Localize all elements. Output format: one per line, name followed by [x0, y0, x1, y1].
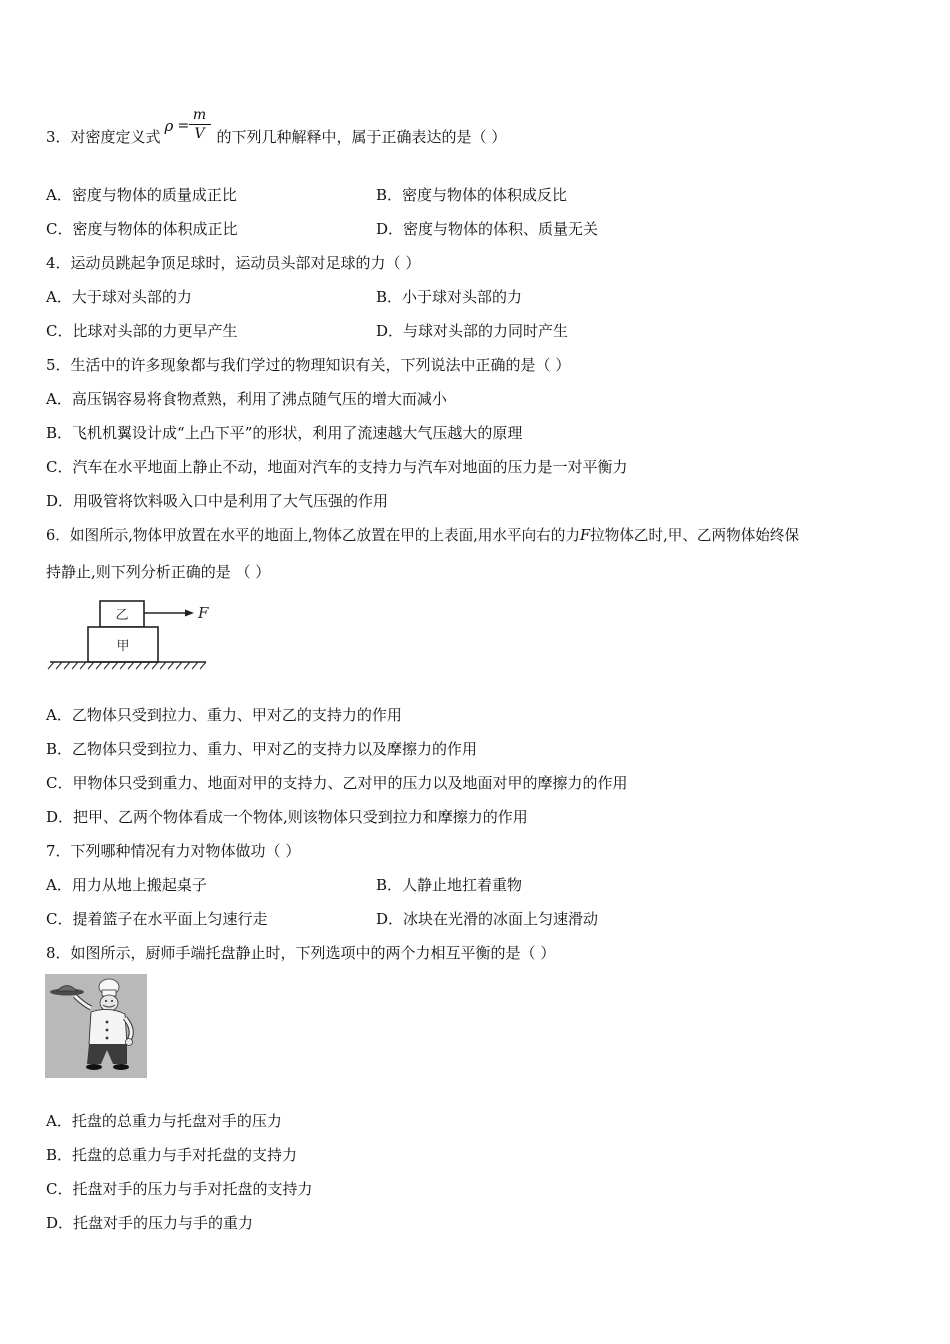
- ground-hatch: [48, 662, 206, 669]
- q3-option-c: C．密度与物体的体积成正比: [46, 220, 238, 238]
- q7-stem: 7．下列哪种情况有力对物体做功（ ）: [46, 842, 301, 860]
- q3-option-b: B．密度与物体的体积成反比: [376, 186, 568, 204]
- chef-illustration: [45, 974, 147, 1078]
- q7-option-c: C．提着篮子在水平面上匀速行走: [46, 910, 268, 928]
- q6-option-c: C．甲物体只受到重力、地面对甲的支持力、乙对甲的压力以及地面对甲的摩擦力的作用: [46, 774, 628, 792]
- q7-option-d: D．冰块在光滑的冰面上匀速滑动: [376, 910, 599, 928]
- q8-option-c: C．托盘对手的压力与手对托盘的支持力: [46, 1180, 313, 1198]
- q8-option-a: A．托盘的总重力与托盘对手的压力: [46, 1112, 282, 1130]
- q6-option-d: D．把甲、乙两个物体看成一个物体,则该物体只受到拉力和摩擦力的作用: [46, 808, 528, 826]
- q6-stem-line2: 持静止,则下列分析正确的是 （ ）: [46, 563, 271, 581]
- force-arrow-head: [185, 610, 194, 617]
- q6-stem-part2: 拉物体乙时,甲、乙两物体始终保: [590, 527, 800, 544]
- q3-option-a: A．密度与物体的质量成正比: [46, 186, 237, 204]
- q6-option-b: B．乙物体只受到拉力、重力、甲对乙的支持力以及摩擦力的作用: [46, 740, 478, 758]
- q6-figure-blocks: [46, 596, 226, 672]
- formula-equals: =: [177, 118, 190, 134]
- q4-option-d: D．与球对头部的力同时产生: [376, 322, 569, 340]
- q5-option-c: C．汽车在水平地面上静止不动，地面对汽车的支持力与汽车对地面的压力是一对平衡力: [46, 458, 628, 476]
- force-label: F: [198, 604, 209, 622]
- q6-stem-part1: 6．如图所示,物体甲放置在水平的地面上,物体乙放置在甲的上表面,用水平向右的力: [46, 527, 580, 544]
- formula-numerator: m: [189, 106, 211, 125]
- q3-suffix: 的下列几种解释中，属于正确表达的是（ ）: [216, 128, 507, 146]
- block-jia-label: 甲: [116, 639, 130, 654]
- q5-option-d: D．用吸管将饮料吸入口中是利用了大气压强的作用: [46, 492, 389, 510]
- formula-rho: ρ: [164, 117, 174, 135]
- q5-option-a: A．高压锅容易将食物煮熟，利用了沸点随气压的增大而减小: [46, 390, 447, 408]
- q7-option-a: A．用力从地上搬起桌子: [46, 876, 207, 894]
- q8-option-b: B．托盘的总重力与手对托盘的支持力: [46, 1146, 298, 1164]
- q5-stem: 5．生活中的许多现象都与我们学过的物理知识有关，下列说法中正确的是（ ）: [46, 356, 571, 374]
- q6-option-a: A．乙物体只受到拉力、重力、甲对乙的支持力的作用: [46, 706, 402, 724]
- formula-denominator: V: [194, 126, 205, 142]
- q8-stem: 8．如图所示，厨师手端托盘静止时，下列选项中的两个力相互平衡的是（ ）: [46, 944, 556, 962]
- q8-option-d: D．托盘对手的压力与手的重力: [46, 1214, 254, 1232]
- q4-stem: 4．运动员跳起争顶足球时，运动员头部对足球的力（ ）: [46, 254, 421, 272]
- formula-fraction: [189, 106, 211, 143]
- q4-option-b: B．小于球对头部的力: [376, 288, 523, 306]
- q4-option-a: A．大于球对头部的力: [46, 288, 192, 306]
- q7-option-b: B．人静止地扛着重物: [376, 876, 523, 894]
- q5-option-b: B．飞机机翼设计成“上凸下平”的形状，利用了流速越大气压越大的原理: [46, 424, 523, 442]
- block-yi-label: 乙: [115, 608, 129, 623]
- q6-force-symbol: F: [580, 527, 591, 544]
- q4-option-c: C．比球对头部的力更早产生: [46, 322, 238, 340]
- density-formula: [161, 107, 217, 148]
- q3-stem: [46, 107, 507, 148]
- q3-option-d: D．密度与物体的体积、质量无关: [376, 220, 599, 238]
- q6-stem-line1: [46, 526, 799, 546]
- q3-prefix: 3．对密度定义式: [46, 128, 161, 146]
